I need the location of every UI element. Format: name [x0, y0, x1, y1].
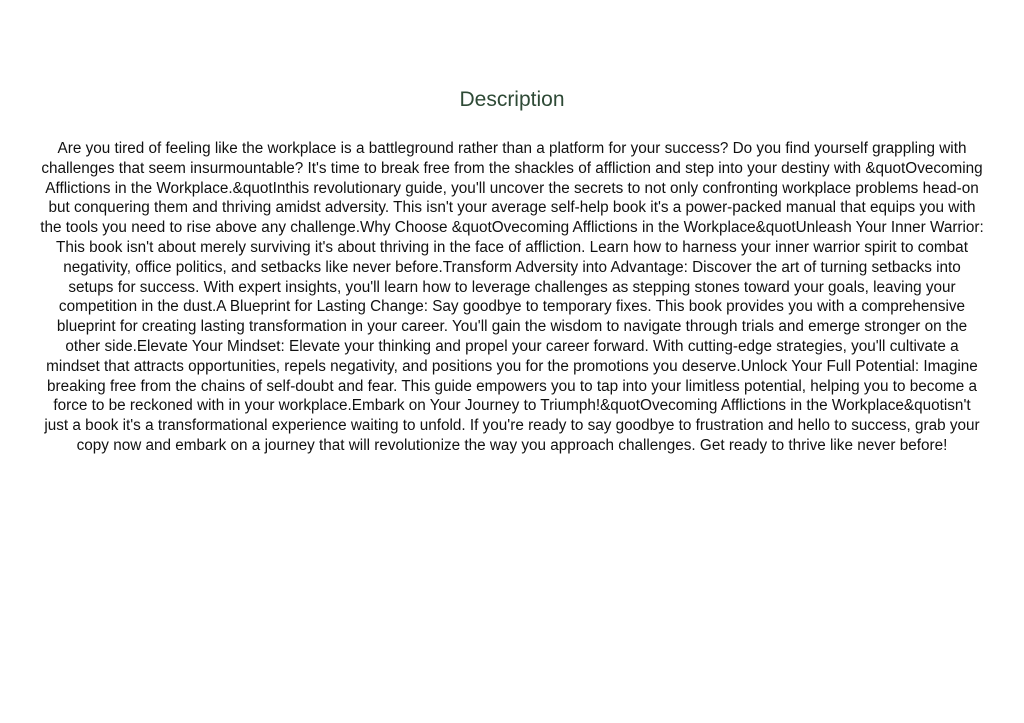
description-paragraph: Are you tired of feeling like the workplace is a battleground rather than a platform for your success? Do you find yourself grappling with challenges that seem insurmountable? It's time to break free from the shackles of affliction and step into your destiny with &quotOvecoming Afflictions in the Workplace.&quotInthis revolutionary guide, you'll uncover the secrets to not only confronting workplace problems head-on but conquering them and thriving amidst adversity. This isn't your average self-help book it's a power-packed manual that equips you with the tools you need to rise above any challenge.Why Choose &quotOvecoming Afflictions in the Workplace&quotUnleash Your Inner Warrior: This book isn't about merely surviving it's about thriving in the face of affliction. Learn how to harness your inner warrior spirit to combat negativity, office politics, and setbacks like never before.Transform Adversity into Advantage: Discover the art of turning setbacks into setups for success. With expert insights, you'll learn how to leverage challenges as stepping stones toward your goals, leaving your competition in the dust.A Blueprint for Lasting Change: Say goodbye to temporary fixes. This book provides you with a comprehensive blueprint for creating lasting transformation in your career. You'll gain the wisdom to navigate through trials and emerge stronger on the other side.Elevate Your Mindset: Elevate your thinking and propel your career forward. With cutting-edge strategies, you'll cultivate a mindset that attracts opportunities, repels negativity, and positions you for the promotions you deserve.Unlock Your Full Potential: Imagine breaking free from the chains of self-doubt and fear. This guide empowers you to tap into your limitless potential, helping you to become a force to be reckoned with in your workplace.Embark on Your Journey to Triumph!&quotOvecoming Afflictions in the Workplace&quotisn't just a book it's a transformational experience waiting to unfold. If you're ready to say goodbye to frustration and hello to success, grab your copy now and embark on a journey that will revolutionize the way you approach challenges. Get ready to thrive like never before! [40, 140, 984, 454]
page-title: Description [459, 88, 565, 111]
